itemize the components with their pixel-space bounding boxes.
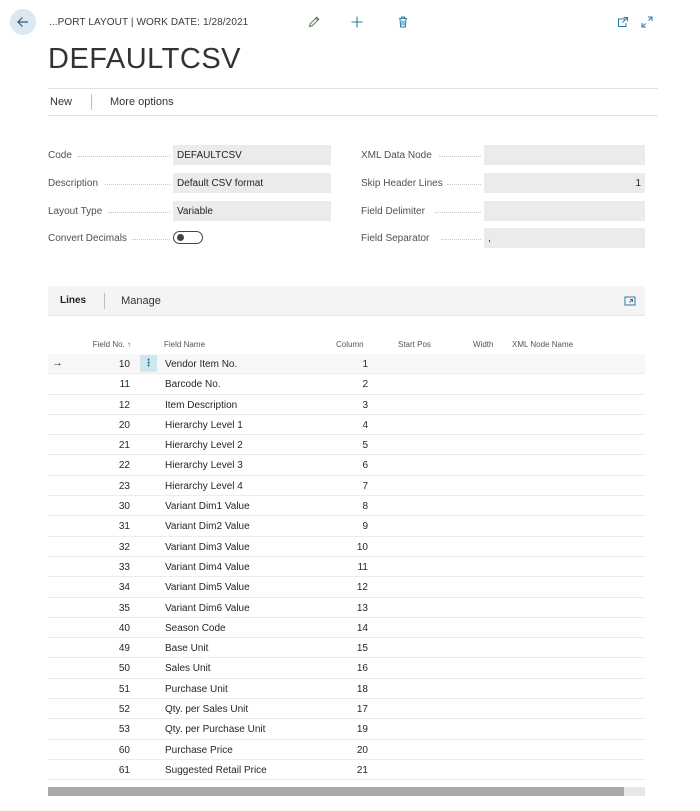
cell-field-name[interactable]: Item Description	[165, 399, 238, 411]
tab-lines[interactable]: Lines	[60, 295, 87, 306]
horizontal-scrollbar[interactable]	[48, 787, 645, 796]
cell-field-no[interactable]: 12	[118, 399, 130, 411]
field-skip-header-lines-input[interactable]: 1	[484, 173, 645, 193]
cell-field-no[interactable]: 22	[118, 460, 130, 472]
expand-button[interactable]	[638, 13, 656, 31]
cell-field-name[interactable]: Variant Dim6 Value	[165, 602, 250, 614]
field-xml-data-node	[361, 145, 645, 165]
cell-field-no[interactable]: 30	[118, 501, 130, 513]
cell-field-name[interactable]: Variant Dim1 Value	[165, 501, 250, 513]
table-row[interactable]	[48, 618, 645, 638]
cell-field-no[interactable]: 11	[119, 379, 130, 391]
leader-dots	[439, 156, 481, 157]
table-row[interactable]	[48, 679, 645, 699]
cell-field-no[interactable]: 60	[118, 744, 130, 756]
field-convert-decimals	[48, 228, 332, 248]
field-skip-header-lines	[361, 173, 645, 193]
field-field-separator	[361, 228, 645, 248]
grid-rows	[48, 354, 645, 780]
cell-column[interactable]: 12	[356, 582, 368, 594]
row-menu-button[interactable]: ⋮	[140, 355, 157, 372]
cell-column[interactable]: 21	[356, 764, 368, 776]
cell-column[interactable]: 15	[356, 643, 368, 655]
cell-column[interactable]: 2	[362, 379, 368, 391]
table-row[interactable]	[48, 740, 645, 760]
col-xml-node-name[interactable]: XML Node Name	[512, 340, 574, 349]
lines-panel-header	[48, 286, 645, 316]
cell-field-no[interactable]: 31	[118, 521, 130, 533]
cell-column[interactable]: 19	[356, 724, 368, 736]
cell-column[interactable]: 13	[356, 602, 368, 614]
expand-lines-icon[interactable]	[623, 294, 637, 308]
grid-header	[48, 334, 645, 354]
field-code	[48, 145, 332, 165]
open-new-window-icon	[616, 15, 630, 29]
col-column[interactable]: Column	[336, 340, 364, 349]
expand-icon	[640, 15, 654, 29]
table-row[interactable]	[48, 557, 645, 577]
field-field-delimiter	[361, 201, 645, 221]
field-description-label: Description	[48, 177, 99, 189]
leader-dots	[441, 239, 481, 240]
table-row[interactable]	[48, 699, 645, 719]
cell-field-name[interactable]: Base Unit	[165, 643, 209, 655]
leader-dots	[447, 184, 481, 185]
cell-field-no[interactable]: 21	[118, 440, 130, 452]
cell-field-no[interactable]: 32	[118, 541, 130, 553]
cell-field-no[interactable]: 40	[118, 622, 130, 634]
field-layout-type-select[interactable]: Variable	[173, 201, 331, 221]
current-row-arrow-icon: →	[52, 357, 63, 369]
cell-field-no[interactable]: 10	[118, 359, 130, 370]
field-field-separator-input[interactable]: ,	[484, 228, 645, 248]
back-button[interactable]	[10, 9, 36, 35]
field-code-label: Code	[48, 149, 72, 161]
table-row[interactable]	[48, 516, 645, 536]
cell-field-name[interactable]: Variant Dim5 Value	[165, 582, 250, 594]
field-xml-data-node-input[interactable]	[484, 145, 645, 165]
cell-column[interactable]: 18	[356, 683, 368, 695]
table-row[interactable]	[48, 496, 645, 516]
leader-dots	[132, 239, 170, 240]
tab-manage[interactable]: Manage	[121, 294, 161, 307]
field-layout-type-label: Layout Type	[48, 205, 103, 217]
cell-field-name[interactable]: Variant Dim2 Value	[165, 521, 250, 533]
col-field-no[interactable]: Field No. ↑	[92, 340, 131, 349]
open-new-window-button[interactable]	[614, 13, 632, 31]
leader-dots	[105, 184, 170, 185]
table-row[interactable]	[48, 577, 645, 597]
back-arrow-icon	[16, 15, 30, 29]
edit-pencil-icon	[307, 15, 321, 29]
field-field-separator-label: Field Separator	[361, 232, 430, 244]
table-row[interactable]	[48, 476, 645, 496]
page-title: DEFAULTCSV	[48, 43, 242, 75]
leader-dots	[435, 212, 481, 213]
cell-column[interactable]: 5	[362, 440, 368, 452]
toggle-knob	[177, 234, 184, 241]
cell-field-name[interactable]: Qty. per Purchase Unit	[165, 724, 266, 736]
table-row[interactable]	[48, 598, 645, 618]
cell-field-name[interactable]: Hierarchy Level 1	[165, 419, 243, 431]
cell-column[interactable]: 8	[362, 501, 368, 513]
table-row[interactable]	[48, 395, 645, 415]
cell-field-name[interactable]: Hierarchy Level 4	[165, 480, 243, 492]
table-row[interactable]	[48, 435, 645, 455]
cell-field-name[interactable]: Purchase Unit	[165, 683, 228, 695]
cell-field-name[interactable]: Barcode No.	[165, 379, 221, 391]
add-button[interactable]	[348, 13, 366, 31]
cell-column[interactable]: 10	[356, 541, 368, 553]
cell-field-no[interactable]: 35	[118, 602, 130, 614]
table-row[interactable]	[48, 760, 645, 780]
field-convert-decimals-label: Convert Decimals	[48, 232, 127, 244]
col-field-name[interactable]: Field Name	[164, 340, 205, 349]
lines-grid	[48, 334, 645, 780]
cell-field-no[interactable]: 53	[118, 724, 130, 736]
delete-trash-icon	[396, 15, 410, 29]
convert-decimals-toggle[interactable]	[173, 231, 203, 244]
cell-field-name[interactable]: Purchase Price	[165, 744, 233, 756]
cell-column[interactable]: 11	[357, 561, 368, 573]
scrollbar-thumb[interactable]	[48, 787, 624, 796]
field-skip-header-lines-label: Skip Header Lines	[361, 177, 443, 189]
cell-field-name[interactable]: Hierarchy Level 3	[165, 460, 243, 472]
leader-dots	[108, 212, 170, 213]
edit-button[interactable]	[305, 13, 323, 31]
field-field-delimiter-input[interactable]	[484, 201, 645, 221]
cell-column[interactable]: 20	[356, 744, 368, 756]
field-code-input[interactable]: DEFAULTCSV	[173, 145, 331, 165]
cell-field-name[interactable]: Suggested Retail Price	[165, 764, 267, 776]
breadcrumb: ...PORT LAYOUT | WORK DATE: 1/28/2021	[49, 17, 249, 28]
cell-column[interactable]: 6	[362, 460, 368, 472]
cell-column[interactable]: 7	[362, 480, 368, 492]
cell-column[interactable]: 17	[356, 704, 368, 716]
field-xml-data-node-label: XML Data Node	[361, 149, 432, 161]
cell-field-no[interactable]: 49	[118, 643, 130, 655]
cell-column[interactable]: 3	[362, 399, 368, 411]
field-description-input[interactable]: Default CSV format	[173, 173, 331, 193]
tab-separator	[104, 293, 105, 309]
cell-column[interactable]: 9	[362, 521, 368, 533]
more-options-action[interactable]: More options	[110, 96, 174, 108]
field-field-delimiter-label: Field Delimiter	[361, 205, 425, 217]
field-description	[48, 173, 332, 193]
action-bar	[48, 88, 658, 116]
cell-column[interactable]: 1	[362, 359, 368, 370]
cell-field-name[interactable]: Season Code	[165, 622, 226, 634]
col-width[interactable]: Width	[473, 340, 494, 349]
cell-field-no[interactable]: 61	[118, 764, 130, 776]
cell-column[interactable]: 14	[356, 622, 368, 634]
new-action[interactable]: New	[50, 96, 73, 108]
col-start-pos[interactable]: Start Pos	[398, 340, 431, 349]
table-row[interactable]	[48, 537, 645, 557]
add-plus-icon	[350, 15, 364, 29]
cell-field-name[interactable]: Sales Unit	[165, 663, 211, 675]
leader-dots	[78, 156, 170, 157]
cell-field-no[interactable]: 20	[118, 419, 130, 431]
cell-column[interactable]: 4	[362, 419, 368, 431]
table-row[interactable]	[48, 374, 645, 394]
cell-field-no[interactable]: 34	[118, 582, 130, 594]
cell-field-no[interactable]: 50	[118, 663, 130, 675]
cell-field-name[interactable]: Hierarchy Level 2	[165, 440, 243, 452]
delete-button[interactable]	[394, 13, 412, 31]
cell-field-no[interactable]: 33	[118, 561, 130, 573]
table-row[interactable]	[48, 415, 645, 435]
cell-field-no[interactable]: 52	[118, 704, 130, 716]
field-layout-type	[48, 201, 332, 221]
table-row[interactable]	[48, 658, 645, 678]
cell-column[interactable]: 16	[356, 663, 368, 675]
table-row[interactable]	[48, 354, 645, 374]
table-row[interactable]	[48, 719, 645, 739]
cell-field-name[interactable]: Vendor Item No.	[165, 359, 238, 370]
table-row[interactable]	[48, 455, 645, 475]
cell-field-name[interactable]: Variant Dim4 Value	[165, 561, 250, 573]
cell-field-name[interactable]: Qty. per Sales Unit	[165, 704, 249, 716]
cell-field-name[interactable]: Variant Dim3 Value	[165, 541, 250, 553]
table-row[interactable]	[48, 638, 645, 658]
cell-field-no[interactable]: 23	[118, 480, 130, 492]
action-separator	[91, 94, 92, 110]
cell-field-no[interactable]: 51	[118, 683, 130, 695]
